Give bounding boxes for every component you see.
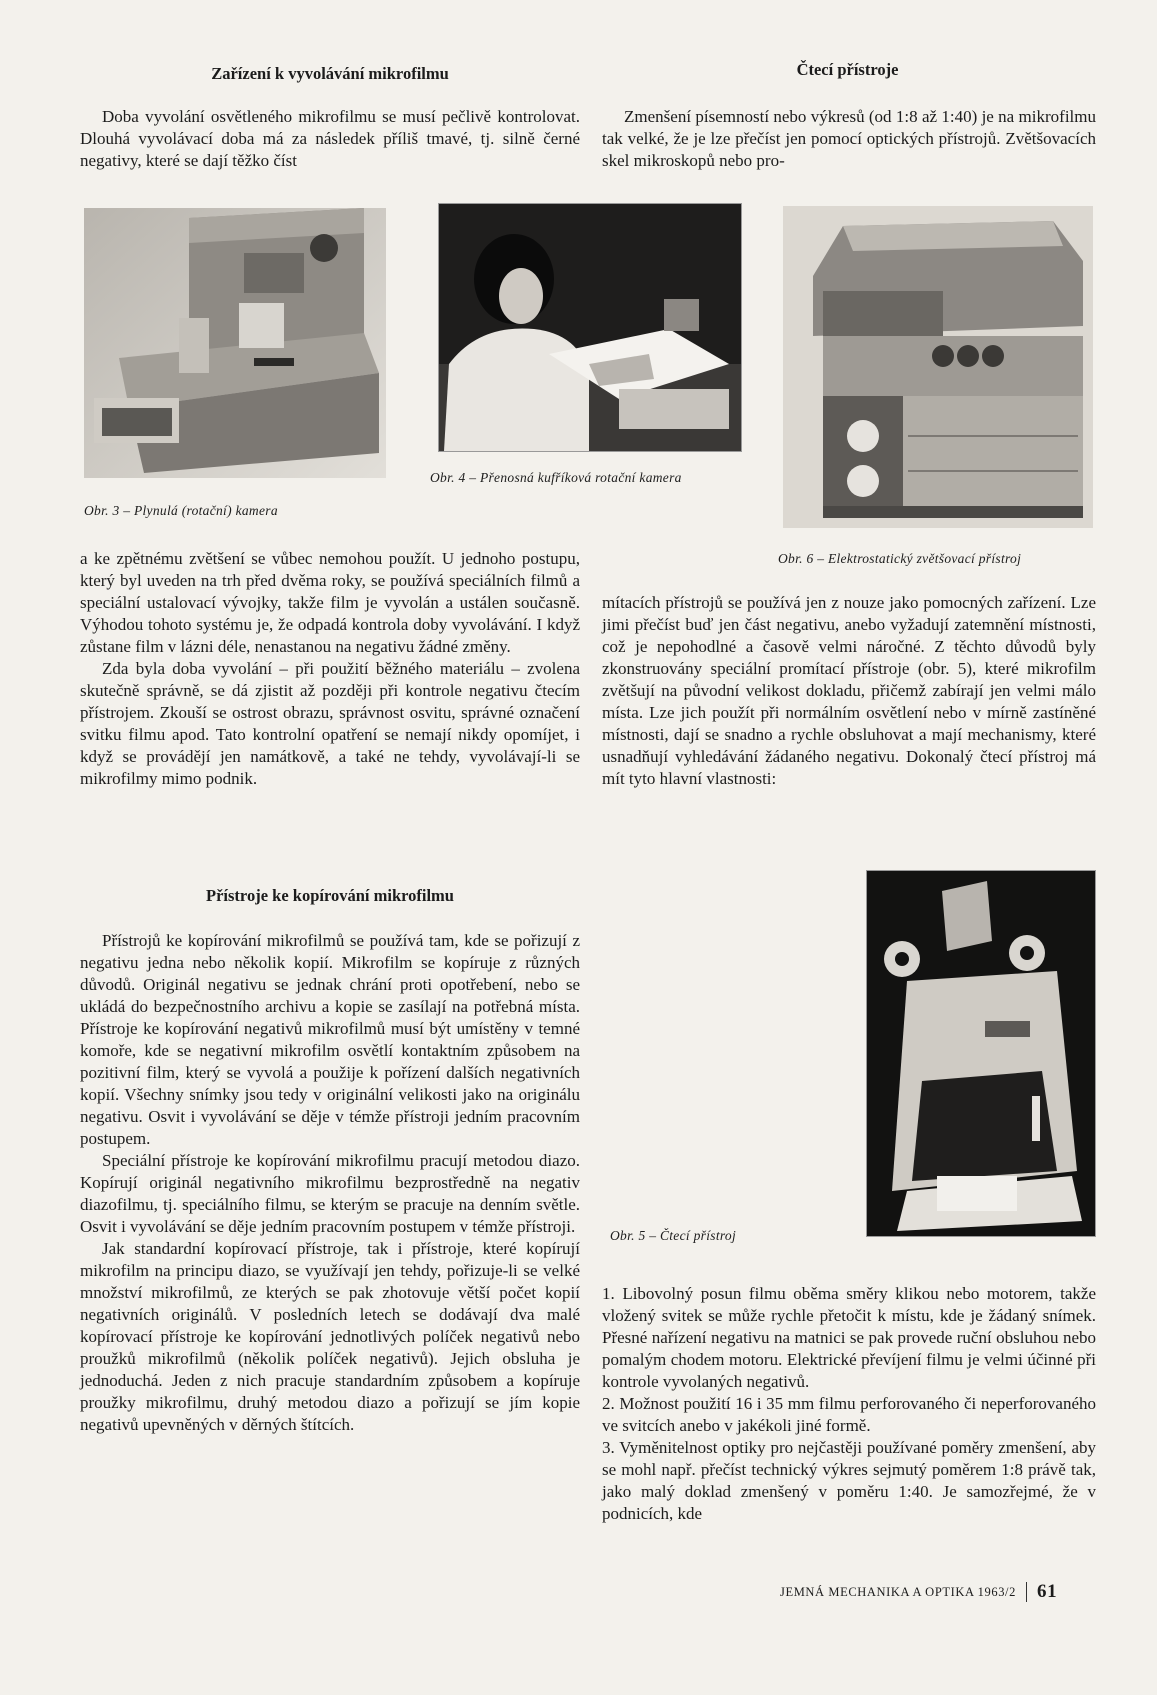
list-item: 2. Možnost použití 16 i 35 mm filmu perforovaného či neperforovaného ve svitcích anebo v jakékoli jiné formě.	[602, 1394, 1096, 1435]
paragraph: a ke zpětnému zvětšení se vůbec nemohou použít. U jednoho postupu, který byl uveden na trh před dvěma roky, se používá speciálních filmů a speciální ustalovací vývojky, takže film je vyvolán a ustálen současně. Výhodou tohoto systému je, že odpadá kontrola doby vyvolávání. I když zůstane film v lázni déle, nenastanou na negativu žádné změny.	[80, 549, 580, 656]
right-list-text	[602, 1283, 1096, 1525]
figure-4-photo	[438, 203, 742, 452]
figure-3-photo	[84, 208, 386, 478]
left-intro-text	[80, 106, 580, 172]
heading-readers: Čtecí přístroje	[796, 60, 899, 79]
footer-divider	[1026, 1582, 1027, 1602]
caption-fig4: Obr. 4 – Přenosná kufříková rotační kamera	[430, 470, 682, 485]
paragraph: Zda byla doba vyvolání – při použití běžného materiálu – zvolena skutečně správně, se dá zjistit až později při kontrole negativu čtecím přístrojem. Zkouší se ostrost obrazu, správnost osvitu, správné označení svitku filmu apod. Tato kontrolní opatření se nemají nikdy opomíjet, i když se provádějí jen namátkově, a také ne tehdy, vyvolávají-li se mikrofilmy mimo podnik.	[80, 659, 580, 788]
heading-developing: Zařízení k vyvolávání mikrofilmu	[211, 64, 449, 83]
figure-5-photo	[866, 870, 1096, 1237]
caption-fig5: Obr. 5 – Čtecí přístroj	[610, 1228, 737, 1243]
paragraph: Jak standardní kopírovací přístroje, tak i přístroje, které kopírují mikrofilm na principu diazo, se využívají jen tehdy, pořizuje-li se velké množství mikrofilmů, ze kterých se pak zhotovuje větší počet kopií negativních originálů. V posledních letech se dodávají dva malé kopírovací přístroje ke kopírování jednotlivých políček negativů nebo proužků mikrofilmů (několik políček negativů). Jejich obsluha je jednoduchá. Jeden z nich pracuje standardním způsobem a kopíruje proužky mikrofilmu, druhý metodou diazo a pořizují se jím kopie negativů upevněných v děrných štítcích.	[80, 1239, 580, 1434]
paragraph: mítacích přístrojů se používá jen z nouze jako pomocných zařízení. Lze jimi přečíst buď jen část negativu, anebo vyžadují zatemnění místnosti, což je nepohodlné a časově velmi náročné. Z těchto důvodů byly zkonstruovány speciální promítací přístroje (obr. 5), které mikrofilm zvětšují na původní velikost dokladu, přičemž zabírají jen velmi málo místa. Lze jich použít při normálním osvětlení nebo v mírně zastíněné místnosti, dají se snadno a rychle obsluhovat a mají mechanismy, které usnadňují vyhledávání žádaného negativu. Dokonalý čtecí přístroj má mít tyto hlavní vlastnosti:	[602, 593, 1096, 788]
page-number: 61	[1036, 1581, 1058, 1602]
caption-fig6: Obr. 6 – Elektrostatický zvětšovací přístroj	[778, 551, 1022, 566]
right-intro-text	[602, 106, 1096, 172]
list-item: 3. Vyměnitelnost optiky pro nejčastěji používané poměry zmenšení, aby se mohl např. přečíst technický výkres sejmutý poměrem 1:8 právě tak, jako malý doklad zmenšený v poměru 1:40. Je samozřejmé, že v podnicích, kde	[602, 1438, 1096, 1523]
heading-copying: Přístroje ke kopírování mikrofilmu	[206, 886, 454, 905]
journal-name: JEMNÁ MECHANIKA A OPTIKA 1963/2	[780, 1584, 1016, 1599]
caption-fig3: Obr. 3 – Plynulá (rotační) kamera	[84, 503, 278, 518]
paragraph: Přístrojů ke kopírování mikrofilmů se používá tam, kde se pořizují z negativu jedna nebo několik kopií. Mikrofilm se kopíruje z různých důvodů. Originál negativu se jednak chrání proti opotřebení, nebo se ukládá do bezpečnostního archivu a kopie se zasílají na potřebná místa. Přístroje ke kopírování negativů mikrofilmů musí být umístěny v temné komoře, kde se negativní mikrofilm osvětlí kontaktním způsobem na pozitivní film, který se vyvolá a použije k pořízení dalších negativních kopií. Všechny snímky jsou tedy v originální velikosti jako na originálu negativu. Osvit i vyvolávání se děje v témže přístroji jedním pracovním postupem.	[80, 931, 580, 1148]
paragraph: Doba vyvolání osvětleného mikrofilmu se musí pečlivě kontrolovat. Dlouhá vyvolávací doba má za následek příliš tmavé, tj. silně černé negativy, které se dají těžko číst	[80, 107, 580, 170]
figure-6-photo	[783, 206, 1093, 528]
page-footer	[780, 1581, 1057, 1603]
left-copying-text	[80, 930, 580, 1436]
paragraph: Speciální přístroje ke kopírování mikrofilmu pracují metodou diazo. Kopírují originál negativního mikrofilmu bezprostředně na negativ diazofilmu, tj. speciálního filmu, se kterým se pracuje na denním světle. Osvit i vyvolávání se děje jedním pracovním postupem v témže přístroji.	[80, 1151, 580, 1236]
list-item: 1. Libovolný posun filmu oběma směry klikou nebo motorem, takže vložený svitek se může rychle přetočit k místu, kde je žádaný snímek. Přesné nařízení negativu na matnici se pak provede ruční obsluhou nebo pomalým chodem motoru. Elektrické převíjení filmu je velmi účinné při kontrole vyvolaných negativů.	[602, 1284, 1096, 1391]
paragraph: Zmenšení písemností nebo výkresů (od 1:8 až 1:40) je na mikrofilmu tak velké, že je lze přečíst jen pomocí optických přístrojů. Zvětšovacích skel mikroskopů nebo pro-	[602, 107, 1096, 170]
right-continued-text	[602, 592, 1096, 790]
left-continued-text	[80, 548, 580, 790]
